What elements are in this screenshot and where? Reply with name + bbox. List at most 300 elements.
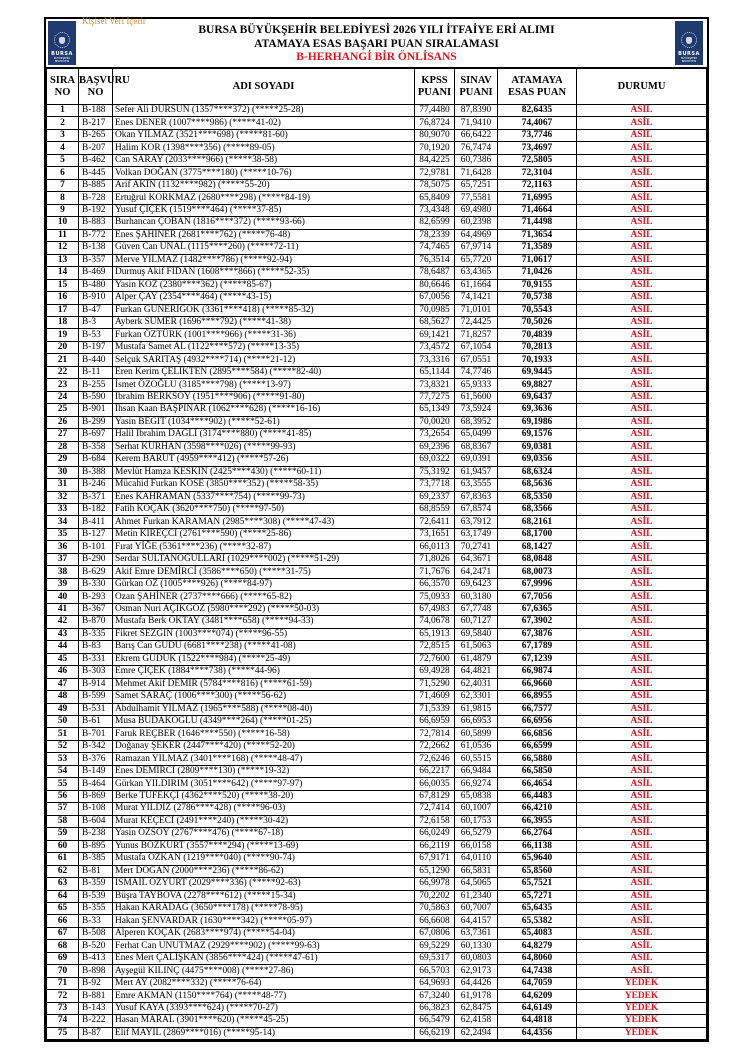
cell-sira-no: 71	[47, 977, 79, 989]
cell-durumu: ASİL	[577, 429, 707, 441]
cell-sira-no: 37	[47, 553, 79, 565]
cell-basvuru-no: B-898	[79, 965, 113, 977]
cell-sinav-puani: 66,5831	[455, 865, 498, 877]
cell-atamaya-esas-puan: 66,9874	[498, 666, 577, 678]
table-row	[47, 927, 707, 939]
cell-basvuru-no: B-238	[79, 828, 113, 840]
cell-adi-soyadi: Enes DENER (1007****986) (*****41-02)	[113, 117, 415, 129]
cell-atamaya-esas-puan: 70,9155	[498, 279, 577, 291]
cell-durumu: ASİL	[577, 865, 707, 877]
title-area	[46, 16, 707, 68]
cell-adi-soyadi: Mustafa Berk OKTAY (3481****658) (*****94-33)	[113, 616, 415, 628]
cell-atamaya-esas-puan: 66,6599	[498, 740, 577, 752]
cell-basvuru-no: B-531	[79, 703, 113, 715]
cell-sinav-puani: 71,0101	[455, 304, 498, 316]
cell-sira-no: 50	[47, 715, 79, 727]
cell-durumu: YEDEK	[577, 990, 707, 1002]
cell-adi-soyadi: Doğanay ŞEKER (2447****420) (*****52-20)	[113, 740, 415, 752]
cell-basvuru-no: B-143	[79, 1002, 113, 1014]
cell-basvuru-no: B-11	[79, 366, 113, 378]
cell-kpss-puani: 65,1144	[415, 366, 455, 378]
cell-sinav-puani: 63,7912	[455, 516, 498, 528]
cell-atamaya-esas-puan: 65,9640	[498, 853, 577, 865]
cell-kpss-puani: 69,4928	[415, 666, 455, 678]
cell-sira-no: 52	[47, 740, 79, 752]
cell-adi-soyadi: Metin KİREÇCİ (2761****590) (*****25-86)	[113, 528, 415, 540]
cell-kpss-puani: 73,7718	[415, 479, 455, 491]
cell-atamaya-esas-puan: 64,7059	[498, 977, 577, 989]
cell-durumu: ASİL	[577, 329, 707, 341]
cell-atamaya-esas-puan: 64,6209	[498, 990, 577, 1002]
cell-atamaya-esas-puan: 65,8560	[498, 865, 577, 877]
table-row	[47, 803, 707, 815]
cell-kpss-puani: 67,3240	[415, 990, 455, 1002]
cell-durumu: ASİL	[577, 528, 707, 540]
cell-kpss-puani: 76,8724	[415, 117, 455, 129]
cell-durumu: ASİL	[577, 666, 707, 678]
cell-kpss-puani: 67,0056	[415, 292, 455, 304]
table-row	[47, 728, 707, 740]
col-adi-soyadi: ADI SOYADI	[113, 69, 415, 105]
table-row	[47, 292, 707, 304]
cell-basvuru-no: B-149	[79, 765, 113, 777]
cell-basvuru-no: B-335	[79, 628, 113, 640]
table-row	[47, 229, 707, 241]
cell-kpss-puani: 75,3192	[415, 466, 455, 478]
cell-adi-soyadi: Yasin BEGİT (1034****902) (*****52-61)	[113, 416, 415, 428]
cell-sira-no: 68	[47, 940, 79, 952]
cell-atamaya-esas-puan: 65,7521	[498, 878, 577, 890]
cell-sira-no: 22	[47, 366, 79, 378]
cell-adi-soyadi: Kerem BARUT (4959****412) (*****57-26)	[113, 454, 415, 466]
cell-adi-soyadi: Enes DEMİRCİ (2809****130) (*****19-32)	[113, 765, 415, 777]
cell-basvuru-no: B-357	[79, 254, 113, 266]
cell-durumu: ASİL	[577, 641, 707, 653]
table-row	[47, 516, 707, 528]
cell-atamaya-esas-puan: 67,9996	[498, 578, 577, 590]
cell-atamaya-esas-puan: 69,0381	[498, 441, 577, 453]
table-row	[47, 840, 707, 852]
table-row	[47, 641, 707, 653]
cell-kpss-puani: 66,5479	[415, 1015, 455, 1027]
cell-basvuru-no: B-881	[79, 990, 113, 1002]
cell-kpss-puani: 73,2654	[415, 429, 455, 441]
cell-kpss-puani: 72,7414	[415, 803, 455, 815]
cell-durumu: ASİL	[577, 878, 707, 890]
cell-sinav-puani: 60,2398	[455, 217, 498, 229]
cell-sira-no: 11	[47, 229, 79, 241]
cell-sira-no: 51	[47, 728, 79, 740]
table-row	[47, 628, 707, 640]
col-sira-no: SIRA NO	[47, 69, 79, 105]
cell-kpss-puani: 74,7465	[415, 242, 455, 254]
cell-basvuru-no: B-604	[79, 815, 113, 827]
cell-basvuru-no: B-728	[79, 192, 113, 204]
cell-kpss-puani: 66,2119	[415, 840, 455, 852]
cell-sinav-puani: 66,6422	[455, 129, 498, 141]
cell-kpss-puani: 66,0249	[415, 828, 455, 840]
cell-durumu: ASİL	[577, 740, 707, 752]
cell-durumu: ASİL	[577, 591, 707, 603]
cell-kpss-puani: 66,3823	[415, 1002, 455, 1014]
cell-atamaya-esas-puan: 68,3566	[498, 504, 577, 516]
cell-atamaya-esas-puan: 69,6437	[498, 391, 577, 403]
cell-sira-no: 31	[47, 479, 79, 491]
cell-atamaya-esas-puan: 64,8279	[498, 940, 577, 952]
cell-durumu: ASİL	[577, 803, 707, 815]
cell-sira-no: 61	[47, 853, 79, 865]
table-row	[47, 354, 707, 366]
cell-basvuru-no: B-413	[79, 952, 113, 964]
cell-adi-soyadi: Halim KOR (1398****356) (*****89-05)	[113, 142, 415, 154]
cell-kpss-puani: 70,1920	[415, 142, 455, 154]
cell-atamaya-esas-puan: 66,4483	[498, 790, 577, 802]
cell-sinav-puani: 61,9815	[455, 703, 498, 715]
table-row	[47, 366, 707, 378]
cell-sinav-puani: 62,3301	[455, 691, 498, 703]
cell-sinav-puani: 65,0499	[455, 429, 498, 441]
cell-adi-soyadi: Halil İbrahim DAĞLI (3174****880) (*****41-85)	[113, 429, 415, 441]
cell-atamaya-esas-puan: 67,1239	[498, 653, 577, 665]
cell-atamaya-esas-puan: 66,4654	[498, 778, 577, 790]
cell-atamaya-esas-puan: 68,5350	[498, 491, 577, 503]
cell-atamaya-esas-puan: 68,0848	[498, 553, 577, 565]
cell-basvuru-no: B-411	[79, 516, 113, 528]
table-row	[47, 466, 707, 478]
cell-sinav-puani: 64,2471	[455, 566, 498, 578]
cell-sira-no: 40	[47, 591, 79, 603]
cell-sira-no: 7	[47, 179, 79, 191]
cell-atamaya-esas-puan: 67,3876	[498, 628, 577, 640]
cell-basvuru-no: B-901	[79, 404, 113, 416]
cell-durumu: ASİL	[577, 790, 707, 802]
cell-atamaya-esas-puan: 66,8955	[498, 691, 577, 703]
table-row	[47, 691, 707, 703]
cell-sinav-puani: 67,9714	[455, 242, 498, 254]
cell-atamaya-esas-puan: 69,1576	[498, 429, 577, 441]
cell-durumu: ASİL	[577, 279, 707, 291]
cell-adi-soyadi: Gürkan YILDIRIM (3051****642) (*****97-97)	[113, 778, 415, 790]
cell-durumu: ASİL	[577, 192, 707, 204]
cell-sinav-puani: 67,7748	[455, 603, 498, 615]
cell-atamaya-esas-puan: 67,7056	[498, 591, 577, 603]
table-row	[47, 254, 707, 266]
title-line-3: B-HERHANGİ BİR ÖNLİSANS	[296, 51, 457, 63]
table-row	[47, 603, 707, 615]
cell-sira-no: 3	[47, 129, 79, 141]
cell-adi-soyadi: Mert AY (2082****332) (*****76-64)	[113, 977, 415, 989]
cell-sinav-puani: 65,7720	[455, 254, 498, 266]
cell-kpss-puani: 69,5229	[415, 940, 455, 952]
cell-atamaya-esas-puan: 66,2764	[498, 828, 577, 840]
cell-durumu: ASİL	[577, 691, 707, 703]
cell-atamaya-esas-puan: 65,5382	[498, 915, 577, 927]
personal-data-watermark: Kişisel Veri İçerir	[82, 16, 146, 26]
cell-basvuru-no: B-462	[79, 154, 113, 166]
cell-atamaya-esas-puan: 71,4498	[498, 217, 577, 229]
cell-sinav-puani: 66,0158	[455, 840, 498, 852]
cell-kpss-puani: 66,0035	[415, 778, 455, 790]
cell-adi-soyadi: Güven Can ÜNAL (1115****260) (*****72-11)	[113, 242, 415, 254]
cell-atamaya-esas-puan: 65,7271	[498, 890, 577, 902]
cell-basvuru-no: B-83	[79, 641, 113, 653]
cell-sinav-puani: 67,8574	[455, 504, 498, 516]
cell-adi-soyadi: Faruk REÇBER (1646****550) (*****16-58)	[113, 728, 415, 740]
cell-adi-soyadi: İbrahim BERKSOY (1951****906) (*****91-80)	[113, 391, 415, 403]
cell-adi-soyadi: Mevlüt Hamza KESKİN (2425****430) (*****60-11)	[113, 466, 415, 478]
cell-basvuru-no: B-914	[79, 678, 113, 690]
cell-basvuru-no: B-385	[79, 853, 113, 865]
cell-kpss-puani: 73,3316	[415, 354, 455, 366]
title-line-2: ATAMAYA ESAS BAŞARI PUAN SIRALAMASI	[254, 37, 499, 50]
cell-adi-soyadi: Murat KEÇECİ (2491****240) (*****30-42)	[113, 815, 415, 827]
cell-durumu: ASİL	[577, 616, 707, 628]
cell-adi-soyadi: Berke TÜFEKÇİ (4362****520) (*****38-20)	[113, 790, 415, 802]
cell-durumu: ASİL	[577, 903, 707, 915]
table-row	[47, 454, 707, 466]
cell-atamaya-esas-puan: 69,3636	[498, 404, 577, 416]
cell-basvuru-no: B-388	[79, 466, 113, 478]
cell-kpss-puani: 74,0678	[415, 616, 455, 628]
cell-adi-soyadi: Alperen KOÇAK (2683****974) (*****54-04)	[113, 927, 415, 939]
cell-sira-no: 57	[47, 803, 79, 815]
cell-sinav-puani: 72,4425	[455, 316, 498, 328]
cell-durumu: ASİL	[577, 840, 707, 852]
cell-atamaya-esas-puan: 82,6435	[498, 105, 577, 117]
cell-durumu: ASİL	[577, 354, 707, 366]
cell-sinav-puani: 64,0110	[455, 853, 498, 865]
cell-sinav-puani: 69,4980	[455, 204, 498, 216]
cell-sira-no: 49	[47, 703, 79, 715]
cell-sira-no: 25	[47, 404, 79, 416]
cell-adi-soyadi: Abdulhamit YILMAZ (1965****588) (*****08-40)	[113, 703, 415, 715]
cell-durumu: ASİL	[577, 628, 707, 640]
table-row	[47, 105, 707, 117]
table-row	[47, 890, 707, 902]
cell-kpss-puani: 78,2339	[415, 229, 455, 241]
table-row	[47, 853, 707, 865]
cell-sira-no: 1	[47, 105, 79, 117]
cell-durumu: ASİL	[577, 379, 707, 391]
table-row	[47, 129, 707, 141]
cell-durumu: ASİL	[577, 105, 707, 117]
cell-sira-no: 64	[47, 890, 79, 902]
cell-durumu: ASİL	[577, 441, 707, 453]
cell-kpss-puani: 66,5703	[415, 965, 455, 977]
cell-basvuru-no: B-138	[79, 242, 113, 254]
cell-sira-no: 75	[47, 1027, 79, 1039]
cell-adi-soyadi: Can SARAY (2033****966) (*****38-58)	[113, 154, 415, 166]
table-row	[47, 541, 707, 553]
cell-sira-no: 2	[47, 117, 79, 129]
cell-kpss-puani: 65,1349	[415, 404, 455, 416]
cell-sinav-puani: 62,4031	[455, 678, 498, 690]
cell-sinav-puani: 62,2494	[455, 1027, 498, 1039]
cell-atamaya-esas-puan: 66,1138	[498, 840, 577, 852]
cell-kpss-puani: 67,9171	[415, 853, 455, 865]
cell-sira-no: 27	[47, 429, 79, 441]
table-row	[47, 591, 707, 603]
table-row	[47, 479, 707, 491]
cell-sira-no: 66	[47, 915, 79, 927]
cell-basvuru-no: B-508	[79, 927, 113, 939]
cell-sira-no: 44	[47, 641, 79, 653]
cell-sinav-puani: 64,4157	[455, 915, 498, 927]
cell-basvuru-no: B-92	[79, 977, 113, 989]
cell-atamaya-esas-puan: 64,7438	[498, 965, 577, 977]
cell-atamaya-esas-puan: 71,6995	[498, 192, 577, 204]
cell-kpss-puani: 73,1651	[415, 528, 455, 540]
cell-kpss-puani: 72,6246	[415, 753, 455, 765]
cell-durumu: ASİL	[577, 504, 707, 516]
cell-durumu: ASİL	[577, 229, 707, 241]
cell-kpss-puani: 66,2217	[415, 765, 455, 777]
cell-durumu: ASİL	[577, 416, 707, 428]
cell-basvuru-no: B-371	[79, 491, 113, 503]
cell-adi-soyadi: Mustafa ÖZKAN (1219****040) (*****90-74)	[113, 853, 415, 865]
table-row	[47, 304, 707, 316]
cell-kpss-puani: 82,6599	[415, 217, 455, 229]
cell-adi-soyadi: Akif Emre DEMİRCİ (3586****650) (*****31-75)	[113, 566, 415, 578]
cell-atamaya-esas-puan: 65,6435	[498, 903, 577, 915]
cell-kpss-puani: 69,0322	[415, 454, 455, 466]
table-row	[47, 828, 707, 840]
table-row	[47, 267, 707, 279]
emblem-icon	[681, 32, 697, 48]
cell-kpss-puani: 72,8515	[415, 641, 455, 653]
cell-kpss-puani: 66,3570	[415, 578, 455, 590]
cell-basvuru-no: B-127	[79, 528, 113, 540]
table-row	[47, 179, 707, 191]
cell-kpss-puani: 78,6487	[415, 267, 455, 279]
cell-kpss-puani: 73,4572	[415, 341, 455, 353]
cell-sinav-puani: 65,0838	[455, 790, 498, 802]
cell-basvuru-no: B-290	[79, 553, 113, 565]
cell-sira-no: 10	[47, 217, 79, 229]
cell-kpss-puani: 70,0020	[415, 416, 455, 428]
cell-atamaya-esas-puan: 71,0426	[498, 267, 577, 279]
cell-sira-no: 19	[47, 329, 79, 341]
cell-atamaya-esas-puan: 68,2161	[498, 516, 577, 528]
cell-durumu: ASİL	[577, 404, 707, 416]
cell-atamaya-esas-puan: 68,5636	[498, 479, 577, 491]
cell-adi-soyadi: Yasin ÖZSOY (2767****476) (*****67-18)	[113, 828, 415, 840]
cell-basvuru-no: B-303	[79, 666, 113, 678]
cell-kpss-puani: 66,6959	[415, 715, 455, 727]
cell-kpss-puani: 66,6219	[415, 1027, 455, 1039]
cell-adi-soyadi: İhsan Kaan BAŞPINAR (1062****628) (*****16-16)	[113, 404, 415, 416]
cell-sinav-puani: 66,6953	[455, 715, 498, 727]
table-row	[47, 329, 707, 341]
cell-kpss-puani: 69,1421	[415, 329, 455, 341]
cell-sinav-puani: 61,4879	[455, 653, 498, 665]
cell-adi-soyadi: Samet SARAÇ (1006****300) (*****56-62)	[113, 691, 415, 703]
cell-adi-soyadi: Büşra TAYBOVA (2278****612) (*****15-34)	[113, 890, 415, 902]
cell-atamaya-esas-puan: 66,9660	[498, 678, 577, 690]
cell-basvuru-no: B-192	[79, 204, 113, 216]
cell-basvuru-no: B-772	[79, 229, 113, 241]
table-row	[47, 391, 707, 403]
cell-sira-no: 73	[47, 1002, 79, 1014]
cell-kpss-puani: 84,4225	[415, 154, 455, 166]
cell-sira-no: 35	[47, 528, 79, 540]
cell-sinav-puani: 67,8363	[455, 491, 498, 503]
cell-sinav-puani: 61,5600	[455, 391, 498, 403]
cell-durumu: ASİL	[577, 267, 707, 279]
cell-sira-no: 58	[47, 815, 79, 827]
cell-kpss-puani: 73,8321	[415, 379, 455, 391]
cell-basvuru-no: B-464	[79, 778, 113, 790]
title-line-1: BURSA BÜYÜKŞEHİR BELEDİYESİ 2026 YILI İTFAİYE ERİ ALIMI	[198, 24, 555, 36]
cell-adi-soyadi: Hakan ŞENVARDAR (1630****342) (*****05-97)	[113, 915, 415, 927]
cell-adi-soyadi: Hakan KARADAĞ (3650****178) (*****78-95)	[113, 903, 415, 915]
table-row	[47, 491, 707, 503]
table-row	[47, 865, 707, 877]
cell-sira-no: 67	[47, 927, 79, 939]
cell-sira-no: 63	[47, 878, 79, 890]
table-row	[47, 666, 707, 678]
cell-sira-no: 34	[47, 516, 79, 528]
table-row	[47, 703, 707, 715]
cell-basvuru-no: B-182	[79, 504, 113, 516]
cell-durumu: ASİL	[577, 715, 707, 727]
cell-atamaya-esas-puan: 71,4664	[498, 204, 577, 216]
cell-durumu: ASİL	[577, 242, 707, 254]
cell-basvuru-no: B-358	[79, 441, 113, 453]
cell-kpss-puani: 80,6646	[415, 279, 455, 291]
cell-basvuru-no: B-61	[79, 715, 113, 727]
cell-adi-soyadi: Furkan GÜNERİGÖK (3361****418) (*****85-32)	[113, 304, 415, 316]
cell-durumu: ASİL	[577, 341, 707, 353]
col-basvuru-no: BAŞVURU NO	[79, 69, 113, 105]
cell-sinav-puani: 64,4426	[455, 977, 498, 989]
cell-kpss-puani: 70,0985	[415, 304, 455, 316]
cell-adi-soyadi: Ayberk SÜMER (1696****792) (*****41-38)	[113, 316, 415, 328]
cell-basvuru-no: B-520	[79, 940, 113, 952]
cell-atamaya-esas-puan: 64,4818	[498, 1015, 577, 1027]
table-row	[47, 616, 707, 628]
cell-sinav-puani: 69,6423	[455, 578, 498, 590]
cell-durumu: ASİL	[577, 728, 707, 740]
cell-durumu: YEDEK	[577, 977, 707, 989]
logo-sub1: BÜYÜKŞEHİR	[53, 57, 71, 60]
cell-sinav-puani: 77,5581	[455, 192, 498, 204]
cell-sira-no: 5	[47, 154, 79, 166]
cell-durumu: ASİL	[577, 204, 707, 216]
cell-sira-no: 39	[47, 578, 79, 590]
col-durumu: DURUMU	[577, 69, 707, 105]
cell-sinav-puani: 60,3180	[455, 591, 498, 603]
cell-adi-soyadi: Serdar SULTANOĞULLARI (1029****002) (*****51-29)	[113, 553, 415, 565]
cell-basvuru-no: B-87	[79, 1027, 113, 1039]
col-sinav-puani: SINAV PUANI	[455, 69, 498, 105]
logo-text: BURSA	[51, 51, 73, 57]
cell-kpss-puani: 68,8559	[415, 504, 455, 516]
cell-sinav-puani: 65,9333	[455, 379, 498, 391]
table-row	[47, 740, 707, 752]
cell-sira-no: 36	[47, 541, 79, 553]
table-row	[47, 528, 707, 540]
cell-sinav-puani: 60,5515	[455, 753, 498, 765]
cell-atamaya-esas-puan: 70,1933	[498, 354, 577, 366]
cell-sira-no: 62	[47, 865, 79, 877]
cell-adi-soyadi: Sefer Ali DURSUN (1357****372) (*****25-28)	[113, 105, 415, 117]
cell-atamaya-esas-puan: 66,4210	[498, 803, 577, 815]
cell-sira-no: 43	[47, 628, 79, 640]
table-row	[47, 429, 707, 441]
cell-adi-soyadi: Yusuf KAYA (3393****624) (*****70-27)	[113, 1002, 415, 1014]
cell-sira-no: 53	[47, 753, 79, 765]
